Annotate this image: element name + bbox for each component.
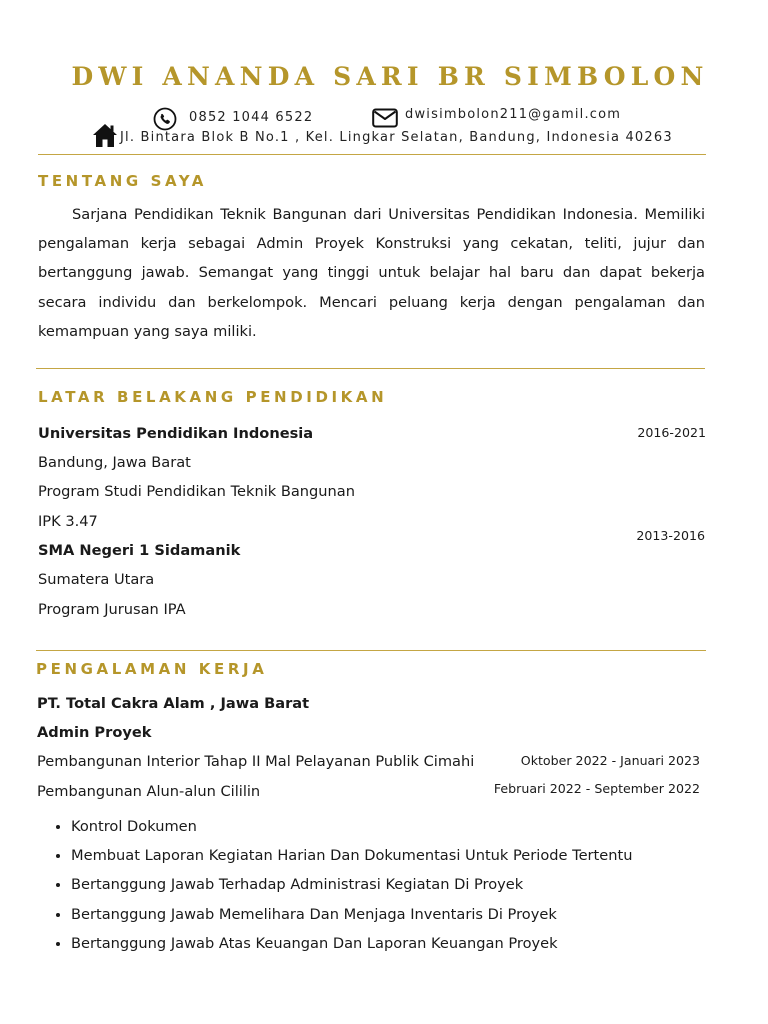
experience-heading: PENGALAMAN KERJA	[36, 660, 268, 678]
about-divider	[36, 368, 705, 369]
duty-item: • Membuat Laporan Kegiatan Harian Dan Dokumentasi Untuk Periode Tertentu	[71, 845, 632, 874]
duties-list	[52, 816, 632, 962]
education-heading: LATAR BELAKANG PENDIDIKAN	[38, 388, 388, 406]
education-location: Bandung, Jawa Barat	[38, 454, 191, 471]
home-icon	[92, 123, 118, 148]
duty-item: • Bertanggung Jawab Terhadap Administrasi Kegiatan Di Proyek	[71, 874, 632, 903]
project-name: Pembangunan Interior Tahap II Mal Pelayanan Publik Cimahi	[37, 753, 475, 770]
education-gpa: IPK 3.47	[38, 513, 98, 530]
duty-item: • Kontrol Dokumen	[71, 816, 632, 845]
experience-company: PT. Total Cakra Alam , Jawa Barat	[37, 695, 310, 712]
project-period: Februari 2022 - September 2022	[493, 781, 700, 796]
education-years: 2016-2021	[637, 425, 706, 440]
duty-item: • Bertanggung Jawab Memelihara Dan Menjaga Inventaris Di Proyek	[71, 904, 632, 933]
education-program: Program Jurusan IPA	[38, 601, 186, 618]
experience-role: Admin Proyek	[37, 724, 152, 741]
education-location: Sumatera Utara	[38, 571, 155, 588]
home-address: Jl. Bintara Blok B No.1 , Kel. Lingkar Selatan, Bandung, Indonesia 40263	[120, 130, 673, 145]
project-period: Oktober 2022 - Januari 2023	[520, 753, 700, 768]
education-school: Universitas Pendidikan Indonesia	[38, 425, 314, 442]
email-icon	[372, 108, 398, 128]
education-years: 2013-2016	[636, 528, 705, 543]
about-text: Sarjana Pendidikan Teknik Bangunan dari Universitas Pendidikan Indonesia. Memiliki pengalaman kerja sebagai Admin Proyek Konstruksi yang cekatan, teliti, jujur dan bertanggung jawab. Semangat yang tinggi untuk belajar hal baru dan dapat bekerja secara individu dan berkelompok. Mencari peluang kerja dengan pengalaman dan kemampuan yang saya miliki.	[38, 206, 705, 340]
duty-item: • Bertanggung Jawab Atas Keuangan Dan Laporan Keuangan Proyek	[71, 933, 632, 962]
education-program: Program Studi Pendidikan Teknik Bangunan	[38, 483, 355, 500]
header-divider	[38, 154, 706, 155]
candidate-name: DWI ANANDA SARI BR SIMBOLON	[71, 62, 709, 91]
phone-icon	[153, 107, 177, 131]
email-address: dwisimbolon211@gamil.com	[405, 107, 622, 122]
phone-number: 0852 1044 6522	[189, 110, 314, 125]
education-divider	[36, 650, 706, 651]
project-name: Pembangunan Alun-alun Cililin	[37, 783, 261, 800]
about-heading: TENTANG SAYA	[38, 172, 208, 190]
education-school: SMA Negeri 1 Sidamanik	[38, 542, 241, 559]
